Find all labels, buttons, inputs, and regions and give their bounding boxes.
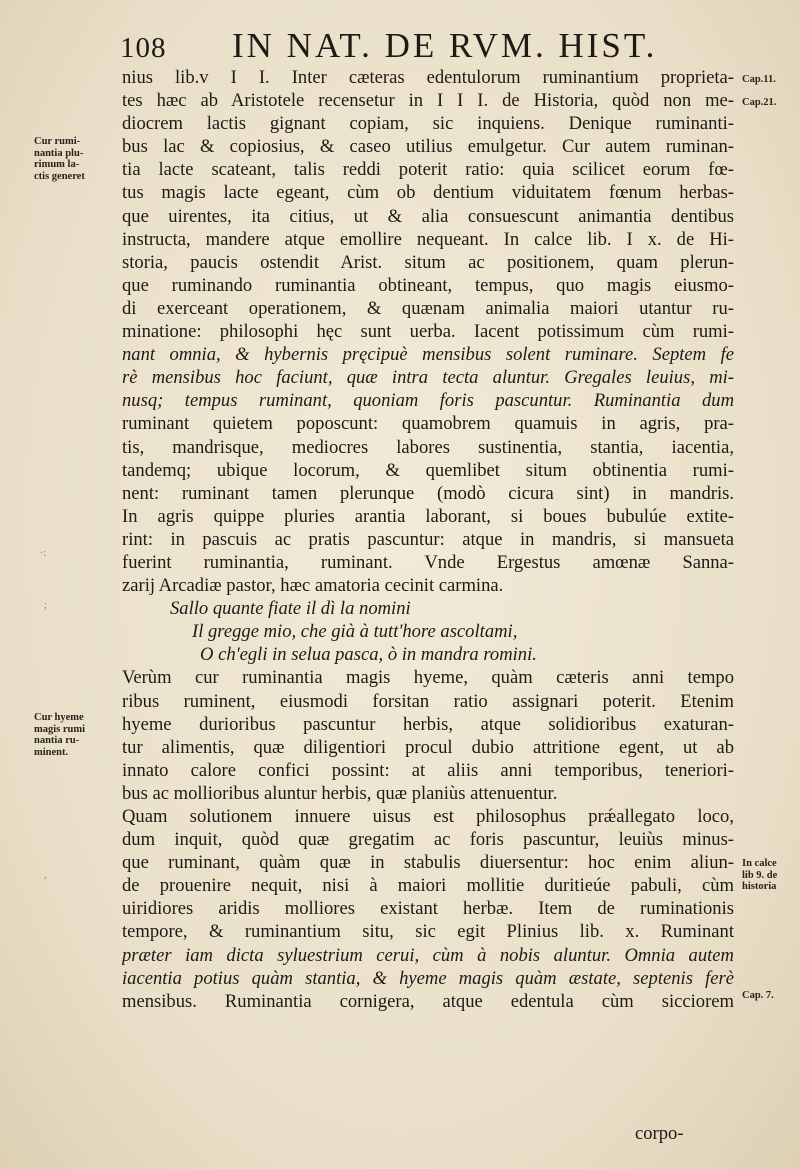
margin-note-line: ctis generet (34, 170, 85, 182)
text-line: In agris quippe pluries arantia laborant, si boues bubulúe extite- (122, 505, 734, 527)
margin-note-line: lib 9. de (742, 869, 778, 881)
margin-note-line: rimum la- (34, 159, 80, 170)
margin-note-right-3 (742, 858, 800, 893)
text-line: uiridiores aridis molliores existant herbæ. Item de ruminationis (122, 898, 734, 920)
text-line: Verùm cur ruminantia magis hyeme, quàm cæteris anni tempo (122, 667, 734, 689)
verse-line: O ch'egli in selua pasca, ò in mandra romini. (200, 644, 537, 666)
text-line: de prouenire nequit, nisi à maiori mollitie duritieúe pabuli, cùm (122, 875, 734, 897)
margin-note-line: Cap. 7. (742, 990, 774, 1001)
text-line: tandemq; ubique locorum, & quemlibet situm obtinentia rumi- (122, 459, 734, 481)
page-number: 108 (120, 32, 167, 64)
running-head: IN NAT. DE RVM. HIST. (232, 26, 658, 65)
margin-note-left-2 (34, 712, 122, 758)
text-line: præter iam dicta syluestrium cerui, cùm à nobis aluntur. Omnia autem (122, 944, 734, 966)
text-line: tes hæc ab Aristotele recensetur in I I I. de Historia, quòd non me- (122, 90, 734, 112)
text-line: tis, mandrisque, mediocres labores sustinentia, stantia, iacentia, (122, 436, 734, 458)
text-line: tempore, & ruminantium situ, sic egit Plinius lib. x. Ruminant (122, 921, 734, 943)
body-text (122, 66, 734, 1013)
margin-note-line: Cap.11. (742, 74, 776, 85)
margin-note-line: Cap.21. (742, 97, 777, 108)
text-line: nius lib.v I I. Inter cæteras edentulorum ruminantium proprieta- (122, 67, 734, 88)
text-line: instructa, mandere atque emollire nequeant. In calce lib. I x. de Hi- (122, 228, 734, 250)
text-line: minatione: philosophi hęc sunt uerba. Iacent potissimum cùm rumi- (122, 321, 734, 343)
margin-note-line: minent. (34, 746, 69, 758)
margin-note-line: historia (742, 881, 777, 892)
verse-line: Sallo quante fiate il dì la nomini (170, 598, 411, 620)
text-line: rè mensibus hoc faciunt, quæ intra tecta aluntur. Gregales leuius, mi- (122, 367, 734, 389)
text-line: innato calore confici possint: at aliis anni temporibus, teneriori- (122, 759, 734, 781)
ink-mark: ; (44, 600, 47, 611)
text-line: tus magis lacte egeant, cùm ob dentium viduitatem fœnum herbas- (122, 182, 734, 204)
text-line: que ruminant, quàm quæ in stabulis diuersentur: hoc enim aliun- (122, 852, 734, 874)
text-line: nent: ruminant tamen plerunque (modò cicura sint) in mandris. (122, 482, 734, 504)
text-line: iacentia potius quàm stantia, & hyeme magis quàm æstate, septenis ferè (122, 967, 734, 989)
margin-note-line: nantia ru- (34, 735, 80, 746)
margin-note-line: nantia plu- (34, 147, 84, 159)
text-line: hyeme durioribus pascuntur herbis, atque solidioribus exaturan- (122, 713, 734, 735)
text-line: que ruminando ruminantia obtineant, tempus, quo magis eiusmo- (122, 274, 734, 296)
text-line: tia lacte scateant, talis reddi poterit ratio: quia scilicet eorum fœ- (122, 159, 734, 181)
margin-note-right-4 (742, 990, 800, 1002)
text-line: rint: in pascuis ac pratis pascuntur: atque in mandris, si mansueta (122, 528, 734, 550)
catchword: corpo- (635, 1123, 684, 1144)
text-line: nusq; tempus ruminant, quoniam foris pascuntur. Ruminantia dum (122, 390, 734, 412)
text-line: diocrem lactis gignant copiam, sic inquiens. Denique ruminanti- (122, 113, 734, 135)
text-line: mensibus. Ruminantia cornigera, atque edentula cùm sicciorem (122, 990, 734, 1012)
text-line: ruminant quietem poposcunt: quamobrem quamuis in agris, pra- (122, 413, 734, 435)
text-line: nant omnia, & hybernis pręcipuè mensibus solent ruminare. Septem fe (122, 344, 734, 366)
margin-note-line: In calce (742, 858, 777, 869)
text-line: di exerceant operationem, & quænam animalia maiori utantur ru- (122, 297, 734, 319)
text-line: bus lac & copiosius, & caseo utilius emulgetur. Cur autem ruminan- (122, 136, 734, 158)
text-line: zarij Arcadiæ pastor, hæc amatoria cecinit carmina. (122, 575, 504, 597)
text-line: dum inquit, quòd quæ gregatim ac foris pascuntur, leuiùs minus- (122, 829, 734, 851)
margin-note-line: Cur hyeme (34, 712, 84, 723)
ink-mark: , (44, 870, 47, 881)
margin-note-line: Cur rumi- (34, 136, 81, 147)
text-line: Quam solutionem innuere uisus est philosophus prǽallegato loco, (122, 806, 734, 827)
margin-note-right-2 (742, 97, 800, 109)
page-header (100, 14, 680, 70)
text-line: ribus ruminent, eiusmodi forsitan ratio assignari poterit. Etenim (122, 690, 734, 712)
margin-note-left-1 (34, 136, 122, 182)
text-line: storia, paucis ostendit Arist. situm ac positionem, quam plerun- (122, 251, 734, 273)
text-line: bus ac mollioribus aluntur herbis, quæ planiùs attenuentur. (122, 782, 558, 804)
text-line: que uirentes, ita citius, ut & alia consuescunt animantia dentibus (122, 205, 734, 227)
text-line: tur alimentis, quæ diligentiori procul dubio attritione egent, ut ab (122, 736, 734, 758)
verse-line: Il gregge mio, che già à tutt'hore ascoltami, (192, 621, 518, 643)
text-line: fuerint ruminantia, ruminant. Vnde Ergestus amœnæ Sanna- (122, 551, 734, 573)
margin-note-right-1 (742, 74, 800, 86)
margin-note-line: magis rumi (34, 723, 86, 735)
ink-mark: ·: (40, 548, 47, 559)
